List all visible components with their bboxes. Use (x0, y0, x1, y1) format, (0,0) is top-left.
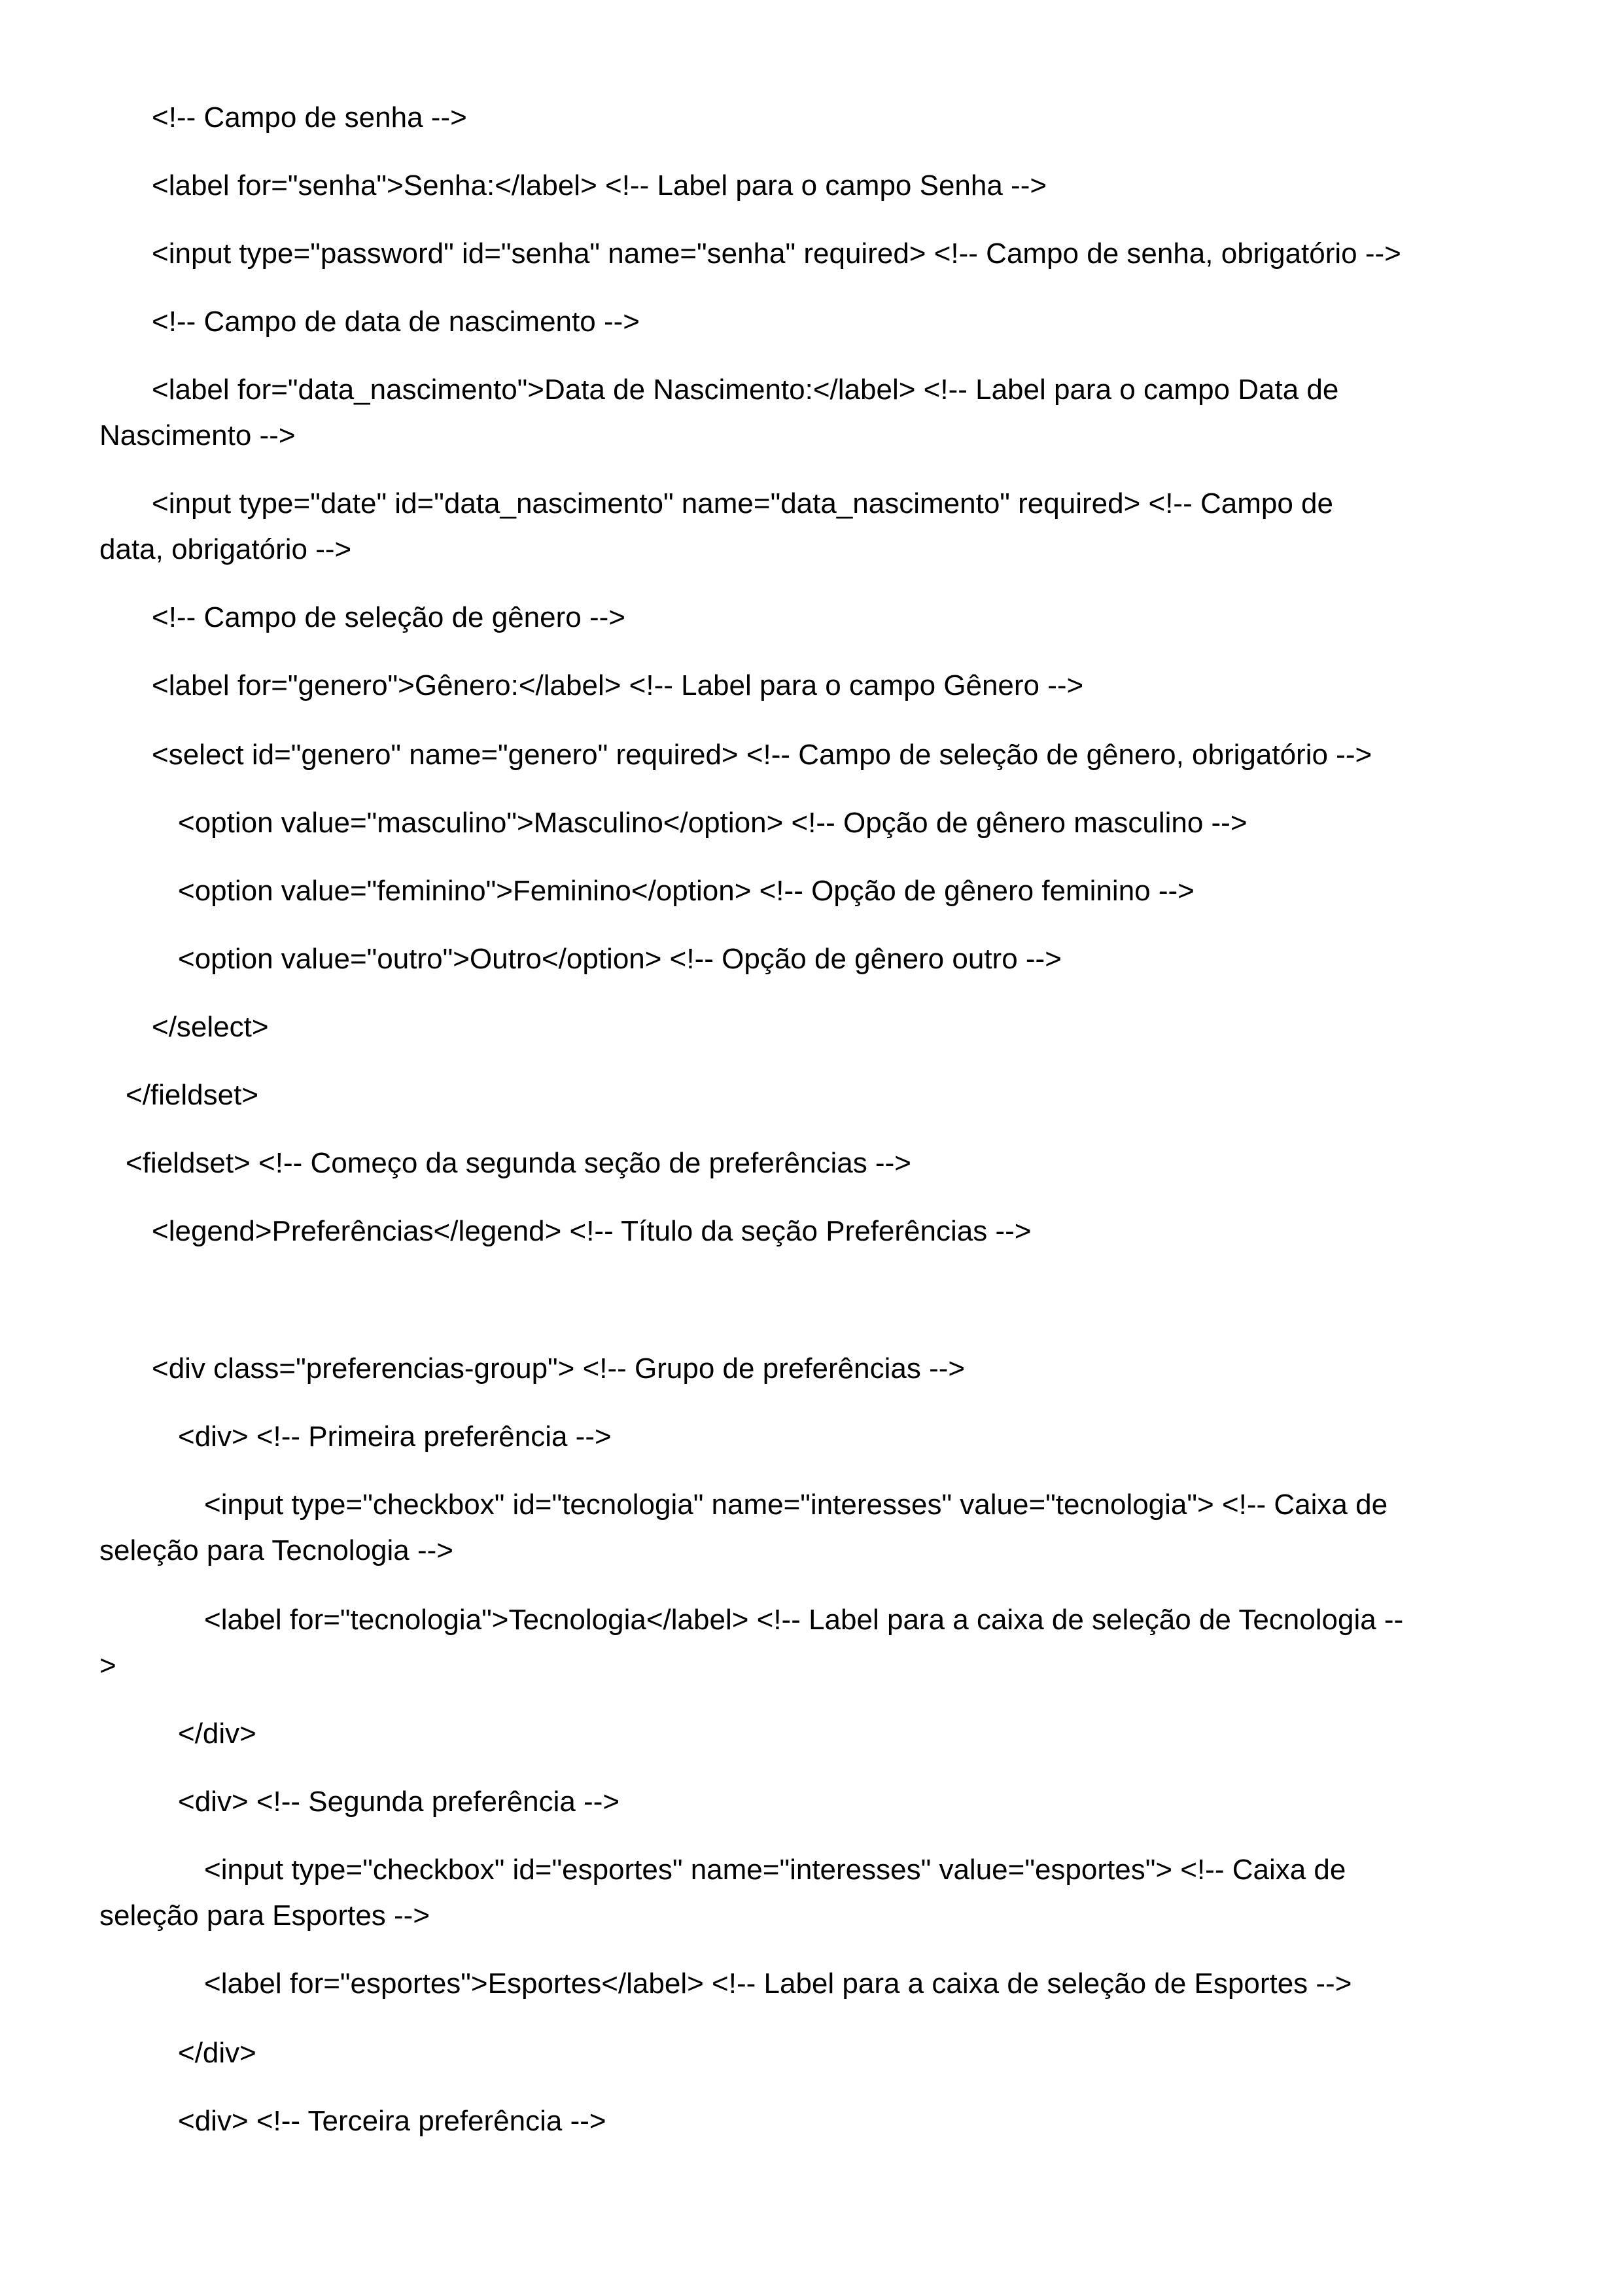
text-line: Nascimento --> (99, 419, 296, 451)
text-line: <option value="masculino">Masculino</option> <!-- Opção de gênero masculino --> (178, 807, 1248, 839)
text-line: seleção para Tecnologia --> (99, 1534, 453, 1566)
text-line: <option value="outro">Outro</option> <!-- Opção de gênero outro --> (178, 943, 1062, 975)
text-line: <label for="genero">Gênero:</label> <!-- Label para o campo Gênero --> (152, 669, 1084, 701)
text-line: <label for="tecnologia">Tecnologia</label> <!-- Label para a caixa de seleção de Tecnologia -- (204, 1604, 1404, 1636)
text-line: <div> <!-- Segunda preferência --> (178, 1786, 620, 1818)
text-line: <label for="esportes">Esportes</label> <!-- Label para a caixa de seleção de Esportes --> (204, 1968, 1352, 2000)
text-line: <!-- Campo de senha --> (152, 101, 467, 133)
text-line: </fieldset> (126, 1079, 259, 1111)
text-line: <select id="genero" name="genero" required> <!-- Campo de seleção de gênero, obrigatório --> (152, 739, 1372, 771)
text-line: <div> <!-- Primeira preferência --> (178, 1421, 612, 1453)
text-line: <label for="senha">Senha:</label> <!-- Label para o campo Senha --> (152, 169, 1047, 202)
text-line: <input type="password" id="senha" name="senha" required> <!-- Campo de senha, obrigatório --> (152, 238, 1401, 270)
text-line: </select> (152, 1011, 269, 1043)
text-line: <legend>Preferências</legend> <!-- Título da seção Preferências --> (152, 1215, 1032, 1247)
text-line: <option value="feminino">Feminino</option> <!-- Opção de gênero feminino --> (178, 875, 1195, 907)
text-line: <input type="checkbox" id="esportes" name="interesses" value="esportes"> <!-- Caixa de (204, 1854, 1346, 1886)
text-line: <label for="data_nascimento">Data de Nascimento:</label> <!-- Label para o campo Data de (152, 374, 1339, 406)
text-line: <!-- Campo de seleção de gênero --> (152, 601, 625, 633)
text-line: <!-- Campo de data de nascimento --> (152, 306, 640, 338)
text-line: seleção para Esportes --> (99, 1899, 430, 1932)
text-line: </div> (178, 1718, 256, 1750)
text-line: <div class="preferencias-group"> <!-- Grupo de preferências --> (152, 1352, 966, 1385)
text-line: <input type="date" id="data_nascimento" name="data_nascimento" required> <!-- Campo de (152, 487, 1333, 520)
text-line: data, obrigatório --> (99, 533, 352, 565)
text-line: </div> (178, 2037, 256, 2069)
text-line: <div> <!-- Terceira preferência --> (178, 2105, 606, 2137)
text-line: <input type="checkbox" id="tecnologia" name="interesses" value="tecnologia"> <!-- Caixa de (204, 1489, 1388, 1521)
text-line: > (99, 1650, 116, 1682)
text-line: <fieldset> <!-- Começo da segunda seção de preferências --> (126, 1147, 911, 1179)
